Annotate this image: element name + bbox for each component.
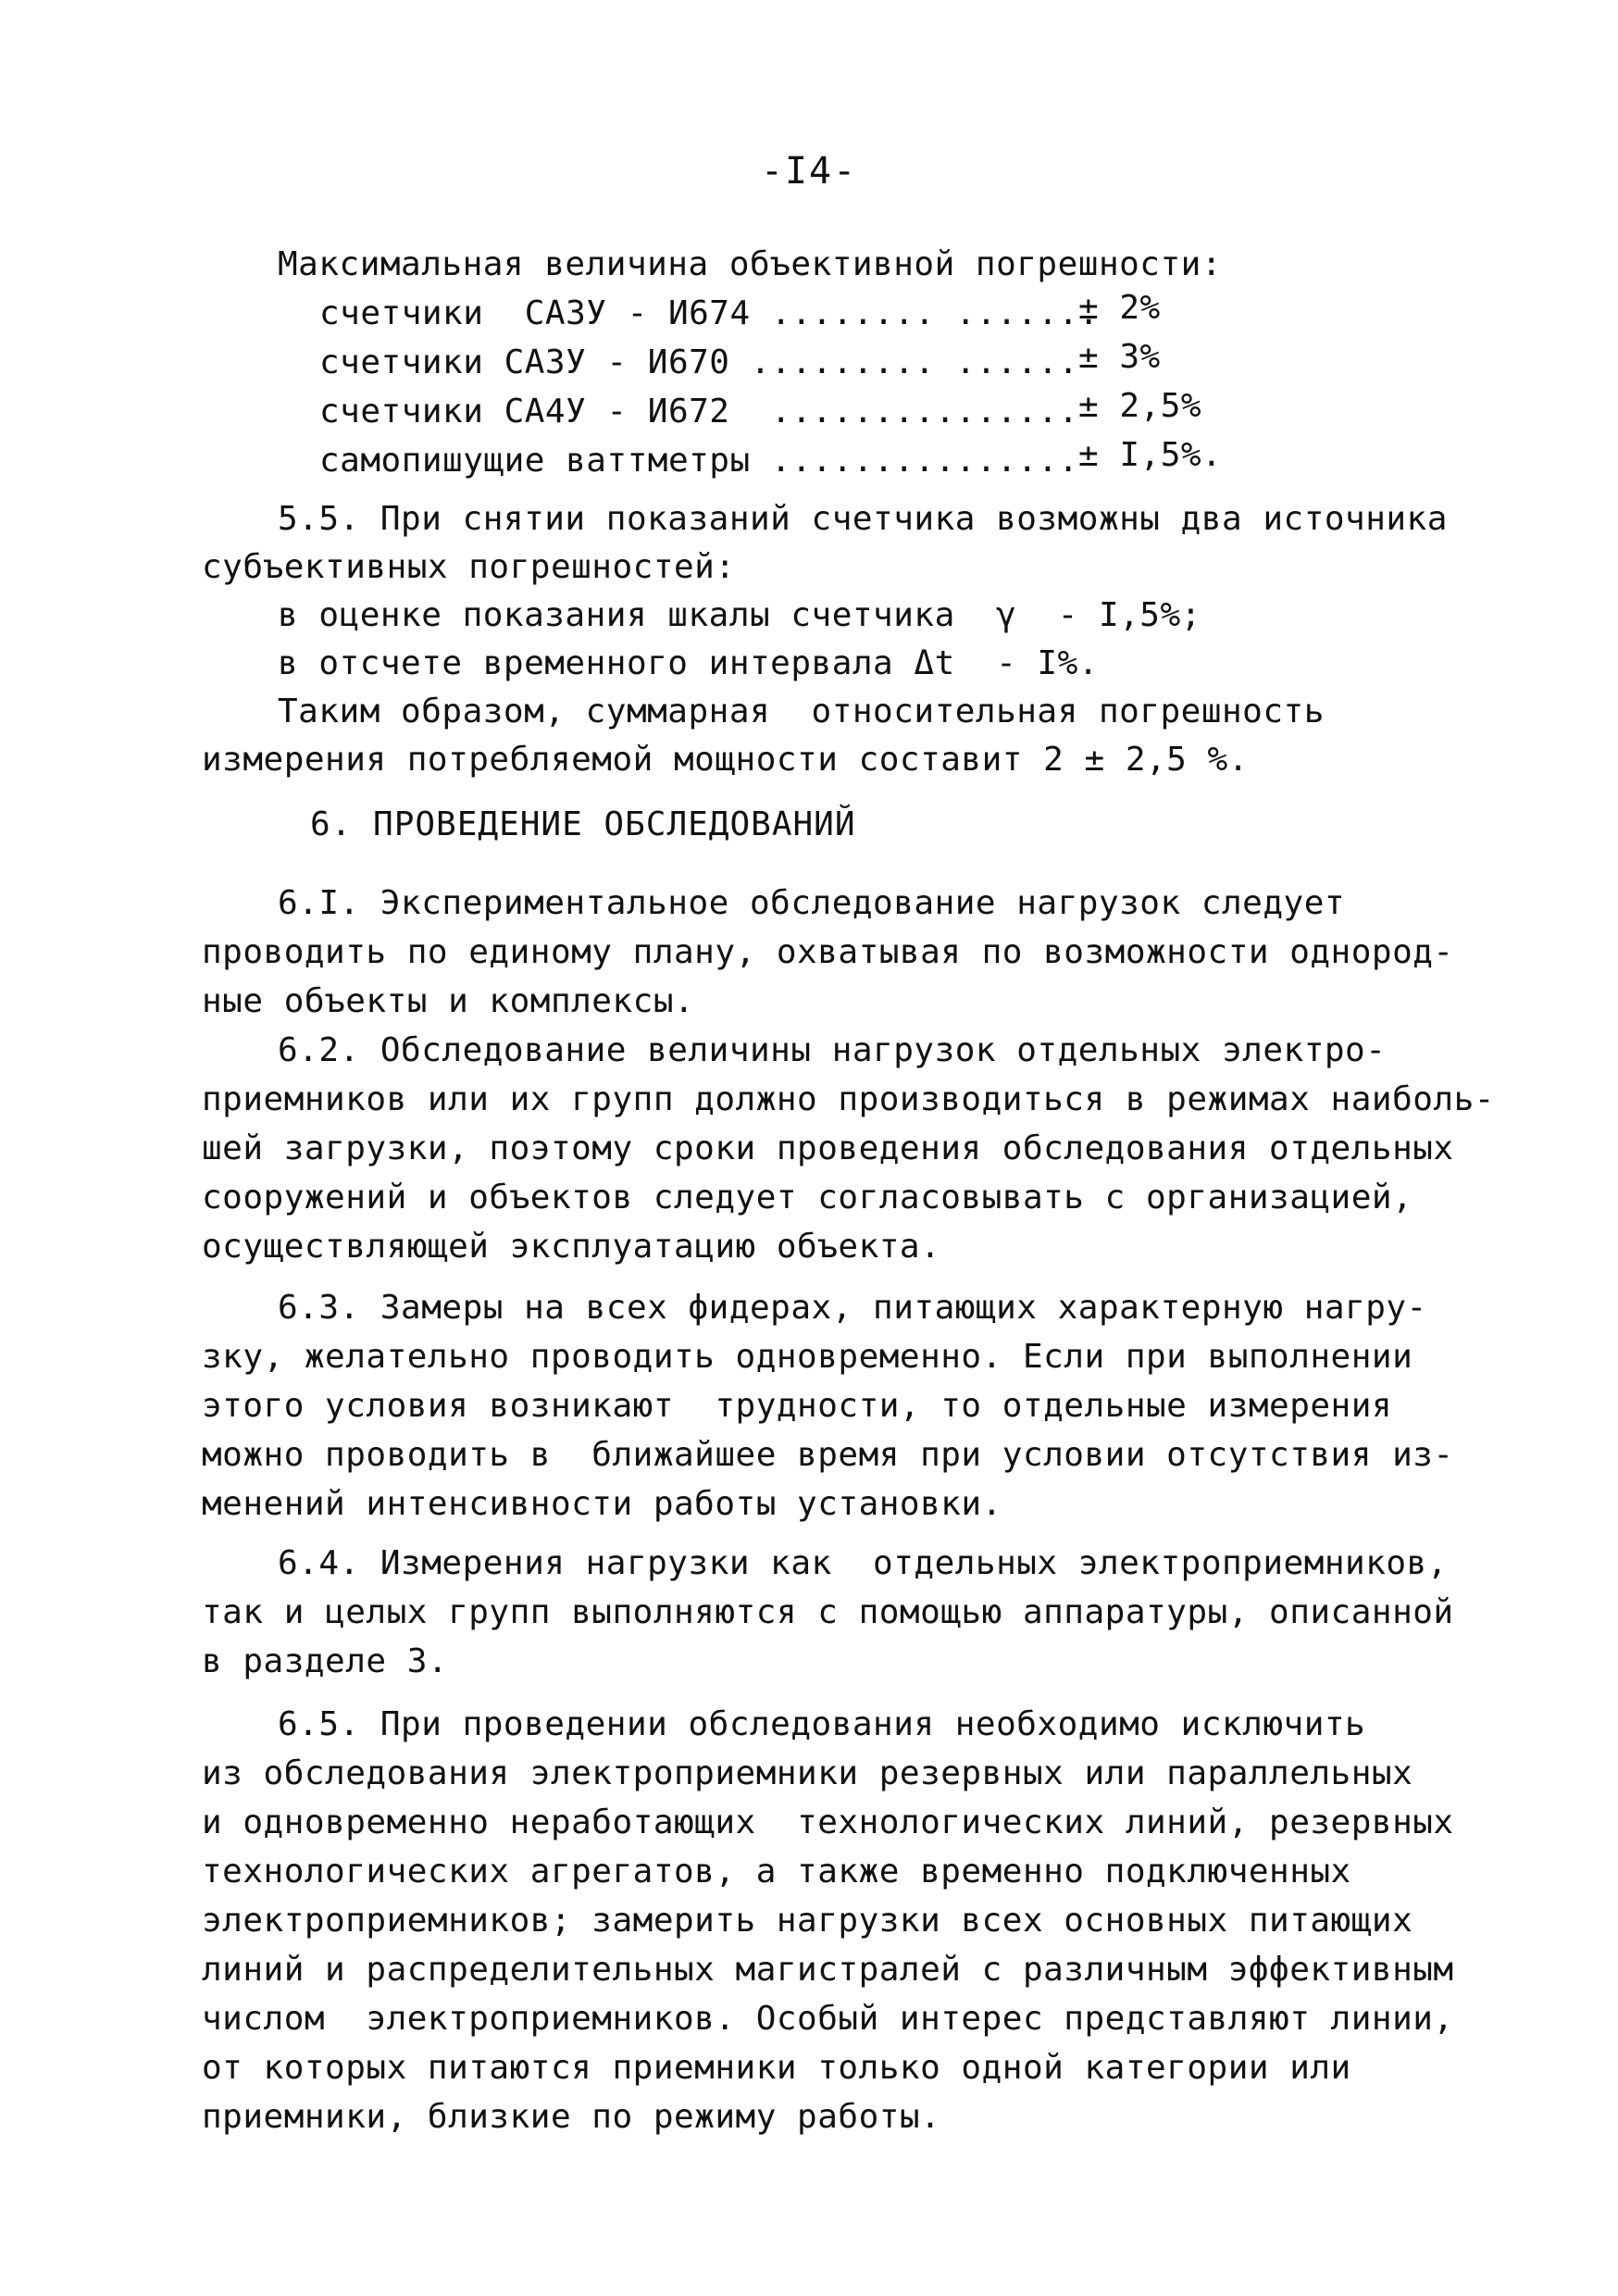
section-5-5-line: в оценке показания шкалы счетчика γ - I,5%; (278, 596, 1201, 634)
paragraph-line: можно проводить в ближайшее время при условии отсутствия из- (202, 1436, 1454, 1474)
paragraph-line: 6.3. Замеры на всех фидерах, питающих характерную нагру- (278, 1289, 1427, 1327)
meter-item-label: счетчики САЗУ - И674 ........ ....... (319, 294, 1100, 332)
paragraph-line: ные объекты и комплексы. (202, 982, 695, 1020)
paragraph-line: так и целых групп выполняются с помощью аппаратуры, описанной (202, 1593, 1454, 1631)
paragraph-line: технологических агрегатов, а также временно подключенных (202, 1853, 1351, 1890)
meter-item-value: ± 3% (1078, 338, 1161, 376)
section-5-5-line: измерения потребляемой мощности составит 2 ± 2,5 %. (202, 741, 1249, 779)
paragraph-line: линий и распределительных магистралей с различным эффективным (202, 1951, 1454, 1989)
paragraph-line: приемники, близкие по режиму работы. (202, 2098, 941, 2136)
paragraph-line: проводить по единому плану, охватывая по возможности однород- (202, 933, 1454, 971)
paragraph-line: числом электроприемников. Особый интерес представляют линии, (202, 2000, 1454, 2038)
paragraph-line: 6.5. При проведении обследования необходимо исключить (278, 1705, 1366, 1743)
paragraph-line: в разделе 3. (202, 1642, 449, 1680)
section-5-5-line: субъективных погрешностей: (202, 548, 736, 586)
paragraph-line: шей загрузки, поэтому сроки проведения обследования отдельных (202, 1129, 1454, 1167)
meter-item-label: счетчики САЗУ - И670 ......... ...... (319, 343, 1079, 381)
objective-error-intro: Максимальная величина объективной погрешности: (278, 245, 1222, 283)
section-5-5-line: 5.5. При снятии показаний счетчика возможны два источника (278, 500, 1448, 538)
meter-item-label: самопишущие ваттметры ............... (319, 442, 1079, 480)
meter-item-value: ± 2,5% (1078, 387, 1202, 425)
page-number: -I4- (760, 150, 858, 193)
paragraph-line: сооружений и объектов следует согласовывать с организацией, (202, 1179, 1413, 1217)
paragraph-line: и одновременно неработающих технологических линий, резервных (202, 1803, 1454, 1841)
paragraph-line: электроприемников; замерить нагрузки всех основных питающих (202, 1902, 1413, 1940)
paragraph-line: приемников или их групп должно производиться в режимах наиболь- (202, 1080, 1495, 1118)
section-5-5-line: в отсчете временного интервала Δt - I%. (278, 644, 1099, 682)
paragraph-line: зку, желательно проводить одновременно. Если при выполнении (202, 1338, 1413, 1376)
meter-item-value: ± I,5%. (1078, 436, 1223, 474)
section-heading: 6. ПРОВЕДЕНИЕ ОБСЛЕДОВАНИЙ (310, 805, 856, 843)
paragraph-line: 6.4. Измерения нагрузки как отдельных электроприемников, (278, 1544, 1448, 1582)
meter-item-label: счетчики СА4У - И672 ............... (319, 393, 1079, 430)
paragraph-line: от которых питаются приемники только одной категории или (202, 2049, 1351, 2087)
paragraph-line: этого условия возникают трудности, то отдельные измерения (202, 1387, 1393, 1425)
paragraph-line: менений интенсивности работы установки. (202, 1485, 1002, 1523)
paragraph-line: из обследования электроприемники резервных или параллельных (202, 1754, 1413, 1792)
paragraph-line: осуществляющей эксплуатацию объекта. (202, 1228, 941, 1266)
meter-item-value: ± 2% (1078, 289, 1161, 327)
paragraph-line: 6.I. Экспериментальное обследование нагрузок следует (278, 884, 1346, 922)
section-5-5-line: Таким образом, суммарная относительная погрешность (278, 693, 1325, 730)
paragraph-line: 6.2. Обследование величины нагрузок отдельных электро- (278, 1031, 1387, 1069)
